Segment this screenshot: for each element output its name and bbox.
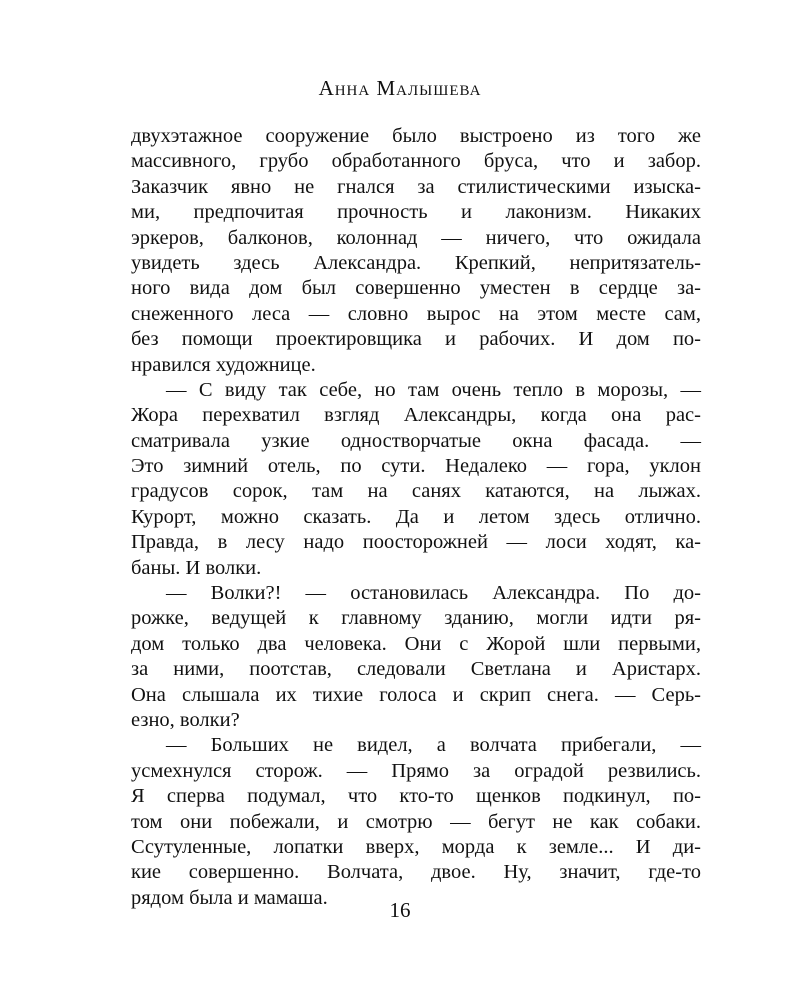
- text-line: сматривала узкие одностворчатые окна фасада. —: [131, 429, 701, 452]
- text-line: Заказчик явно не гнался за стилистическими изыска-: [131, 175, 701, 198]
- text-line: массивного, грубо обработанного бруса, что и забор.: [131, 150, 701, 173]
- text-line: — Больших не видел, а волчата прибегали, —: [166, 734, 701, 757]
- text-line: Курорт, можно сказать. Да и летом здесь отлично.: [131, 505, 701, 528]
- text-line: ми, предпочитая прочность и лаконизм. Никаких: [131, 201, 701, 224]
- text-line: Я сперва подумал, что кто-то щенков подкинул, по-: [131, 785, 701, 808]
- text-line: дом только два человека. Они с Жорой шли первыми,: [131, 632, 701, 655]
- text-line: усмехнулся сторож. — Прямо за оградой резвились.: [131, 759, 701, 782]
- page-number: 16: [389, 898, 411, 922]
- text-line: ного вида дом был совершенно уместен в сердце за-: [131, 277, 701, 300]
- text-line: без помощи проектировщика и рабочих. И дом по-: [131, 328, 701, 351]
- text-line: Жора перехватил взгляд Александры, когда она рас-: [131, 404, 701, 427]
- text-line: двухэтажное сооружение было выстроено из того же: [131, 125, 701, 147]
- body-text: [131, 124, 701, 911]
- text-line: рядом была и мамаша.: [131, 886, 328, 909]
- text-line: том они побежали, и смотрю — бегут не как собаки.: [131, 810, 701, 833]
- text-line: нравился художнице.: [131, 353, 316, 376]
- text-line: Ссутуленные, лопатки вверх, морда к земле... И ди-: [131, 835, 701, 858]
- text-line: кие совершенно. Волчата, двое. Ну, значит, где-то: [131, 861, 701, 884]
- text-line: Правда, в лесу надо поосторожней — лоси ходят, ка-: [131, 531, 701, 554]
- running-head-author: Анна Малышева: [318, 76, 482, 100]
- text-line: — С виду так себе, но там очень тепло в морозы, —: [166, 378, 701, 401]
- text-line: баны. И волки.: [131, 556, 262, 579]
- text-line: рожке, ведущей к главному зданию, могли идти ря-: [131, 607, 701, 630]
- text-line: эркеров, балконов, колоннад — ничего, что ожидала: [131, 226, 701, 249]
- text-line: увидеть здесь Александра. Крепкий, непритязатель-: [131, 251, 701, 274]
- text-line: градусов сорок, там на санях катаются, на лыжах.: [131, 480, 701, 503]
- text-line: снеженного леса — словно вырос на этом месте сам,: [131, 302, 701, 325]
- text-line: Она слышала их тихие голоса и скрип снега. — Серь-: [131, 683, 701, 706]
- text-line: — Волки?! — остановилась Александра. По до-: [166, 582, 701, 605]
- text-line: езно, волки?: [131, 708, 240, 731]
- text-line: за ними, поотстав, следовали Светлана и Аристарх.: [131, 658, 701, 681]
- text-line: Это зимний отель, по сути. Недалеко — гора, уклон: [131, 455, 701, 478]
